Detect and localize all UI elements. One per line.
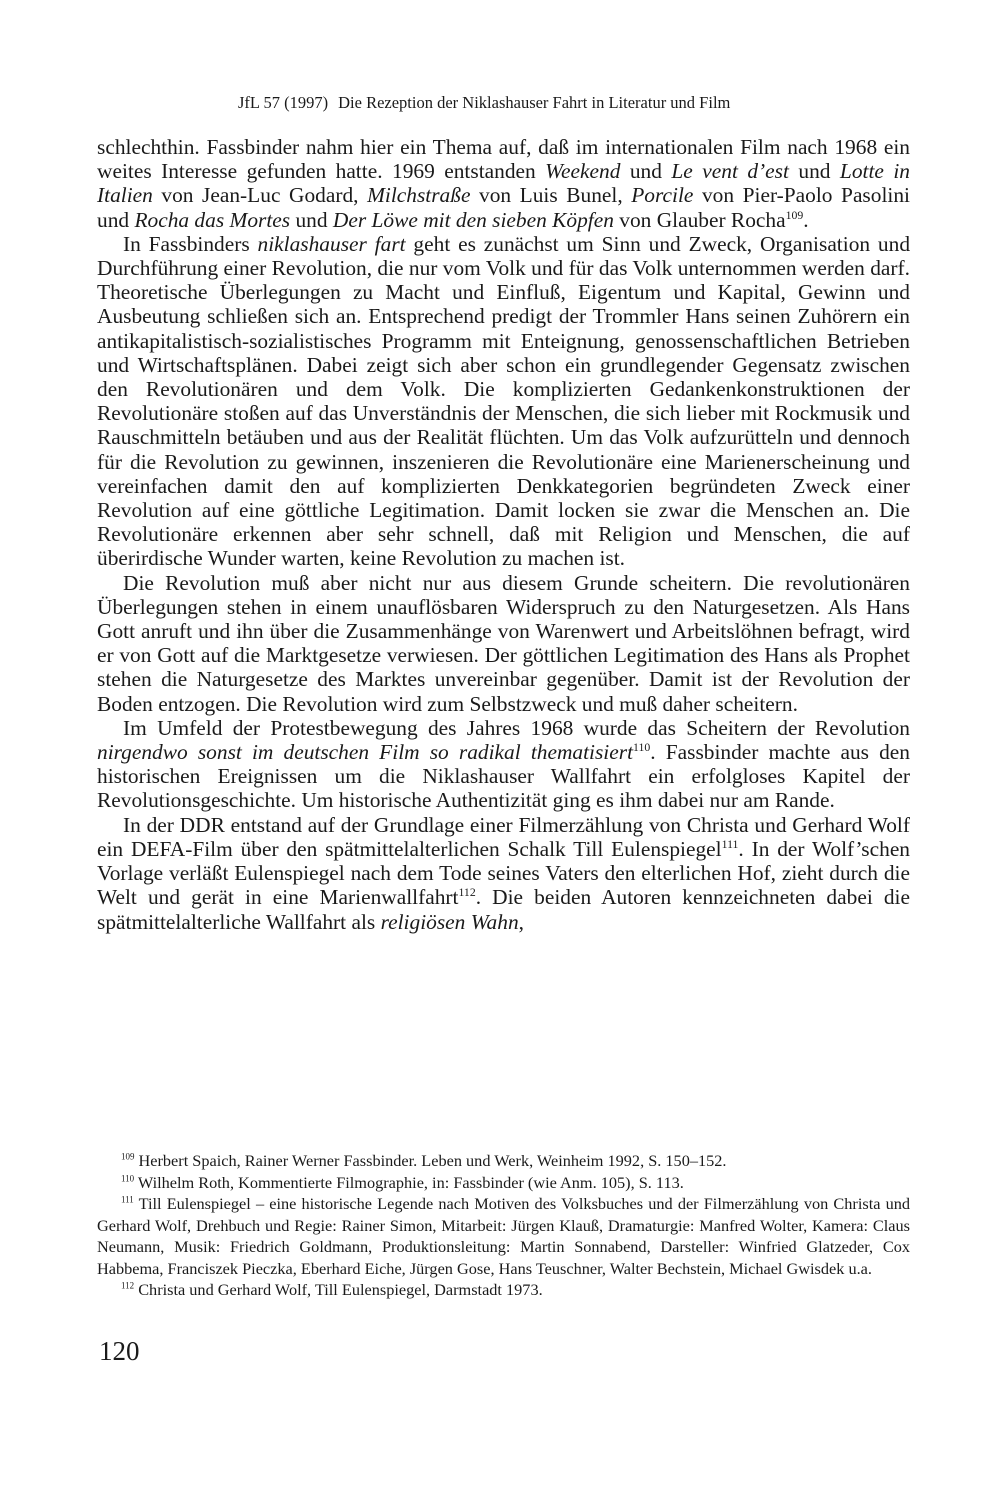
footnote-ref-109: 109 bbox=[785, 208, 804, 222]
footnotes bbox=[97, 1150, 910, 1301]
footnote-110: $^{110}$ Wilhelm Roth, Kommentierte Filmographie, in: Fassbinder (wie Anm. 105), S. 113. bbox=[121, 1172, 684, 1192]
footnote-112: $^{112}$ Christa und Gerhard Wolf, Till Eulenspiegel, Darmstadt 1973. bbox=[121, 1280, 543, 1299]
paragraph-3: Die Revolution muß aber nicht nur aus diesem Grunde scheitern. Die revolutionären Überlegungen stehen in einem unauflösbaren Widerspruch zu den Naturgesetzen. Als Hans Gott anruft und ihn über die Zusammenhänge von Warenwert und Arbeitslöhnen befragt, wird er von Gott auf die Marktgesetze verwiesen. Der göttlichen Legitimation des Hans als Prophet stehen die Naturgesetze des Marktes unvereinbar gegenüber. Damit ist der Revolution der Boden entzogen. Die Revolution wird zum Selbstzweck und muß daher scheitern. bbox=[97, 570, 910, 716]
main-text bbox=[97, 135, 910, 934]
journal-reference: JfL 57 (1997) bbox=[238, 93, 329, 112]
page-number: 120 bbox=[99, 1336, 140, 1366]
running-header bbox=[238, 92, 838, 114]
paragraph-4: Im Umfeld der Protestbewegung des Jahres 1968 wurde das Scheitern der Revolution nirgendwo sonst im deutschen Film so radikal thematisiert$^{110}$. Fassbinder machte aus den historischen Ereignissen um die Niklashauser Wallfahrt ein erfolgloses Kapitel der Revolutionsgeschichte. Um historische Authentizität ging es ihm dabei nur am Rande. bbox=[97, 715, 910, 813]
footnote-ref-112: 112 bbox=[458, 886, 476, 900]
paragraph-2: In Fassbinders niklashauser fart geht es zunächst um Sinn und Zweck, Organisation und Durchführung einer Revolution, die nur vom Volk und für das Volk unternommen werden darf. Theoretische Überlegungen zu Macht und Einfluß, Eigentum und Kapital, Gewinn und Ausbeutung schließen sich an. Entsprechend predigt der Trommler Hans seinen Zuhörern ein antikapitalistisch-sozialistisches Programm mit Enteignung, genossenschaftlichen Betrieben und Wirtschaftsplänen. Dabei zeigt sich aber schon ein grundlegender Gegensatz zwischen den Revolutionären und dem Volk. Die komplizierten Gedankenkonstruktionen der Revolutionäre stoßen auf das Unverständnis der Menschen, die sich lieber mit Rockmusik und Rauschmitteln betäuben und aus der Realität flüchten. Um das Volk aufzurütteln und dennoch für die Revolution zu gewinnen, inszenieren die Revolutionäre eine Marienerscheinung und vereinfachen damit den auf komplizierten Denkkategorien begründeten Zweck einer Revolution auf eine göttliche Legitimation. Damit locken sie zwar die Menschen an. Die Revolutionäre erkennen aber sehr schnell, daß mit Religion und Menschen, die auf überirdische Wunder warten, keine Revolution zu machen ist. bbox=[97, 231, 911, 571]
footnote-109: $^{109}$ Herbert Spaich, Rainer Werner Fassbinder. Leben und Werk, Weinheim 1992, S. 150–152. bbox=[121, 1151, 727, 1170]
paragraph-5: In der DDR entstand auf der Grundlage einer Filmerzählung von Christa und Gerhard Wolf ein DEFA-Film über den spätmittelalterlichen Schalk Till Eulenspiegel$^{111}$. In der Wolf’schen Vorlage verläßt Eulenspiegel nach dem Tode seines Vaters den elterlichen Hof, zieht durch die Welt und gerät in eine Marienwallfahrt$^{112}$. Die beiden Autoren kennzeichneten dabei die spätmittelalterliche Wallfahrt als religiösen Wahn, bbox=[97, 812, 911, 934]
footnote-ref-111: 111 bbox=[721, 837, 739, 851]
footnote-111: $^{111}$ Till Eulenspiegel – eine historische Legende nach Motiven des Volksbuches und der Filmerzählung von Christa und Gerhard Wolf, Drehbuch und Regie: Rainer Simon, Mitarbeit: Jürgen Klauß, Dramaturgie: Manfred Wolter, Kamera: Claus Neumann, Musik: Friedrich Goldmann, Produktionsleitung: Martin Sonnabend, Darsteller: Winfried Glatzeder, Cox Habbema, Franciszek Pieczka, Eberhard Eiche, Jürgen Gose, Hans Teuschner, Walter Bechstein, Michael Gwisdek u.a. bbox=[97, 1194, 911, 1278]
paragraph-1: schlechthin. Fassbinder nahm hier ein Thema auf, daß im internationalen Film nach 1968 ein weites Interesse gefunden hatte. 1969 entstanden Weekend und Le vent d’est und Lotte in Italien von Jean-Luc Godard, Milchstraße von Luis Bunel, Porcile von Pier-Paolo Pasolini und Rocha das Mortes und Der Löwe mit den sieben Köpfen von Glauber Rocha$^{109}$. bbox=[97, 135, 910, 232]
footnote-ref-110: 110 bbox=[633, 740, 651, 754]
article-title: Die Rezeption der Niklashauser Fahrt in Literatur und Film bbox=[338, 93, 731, 112]
